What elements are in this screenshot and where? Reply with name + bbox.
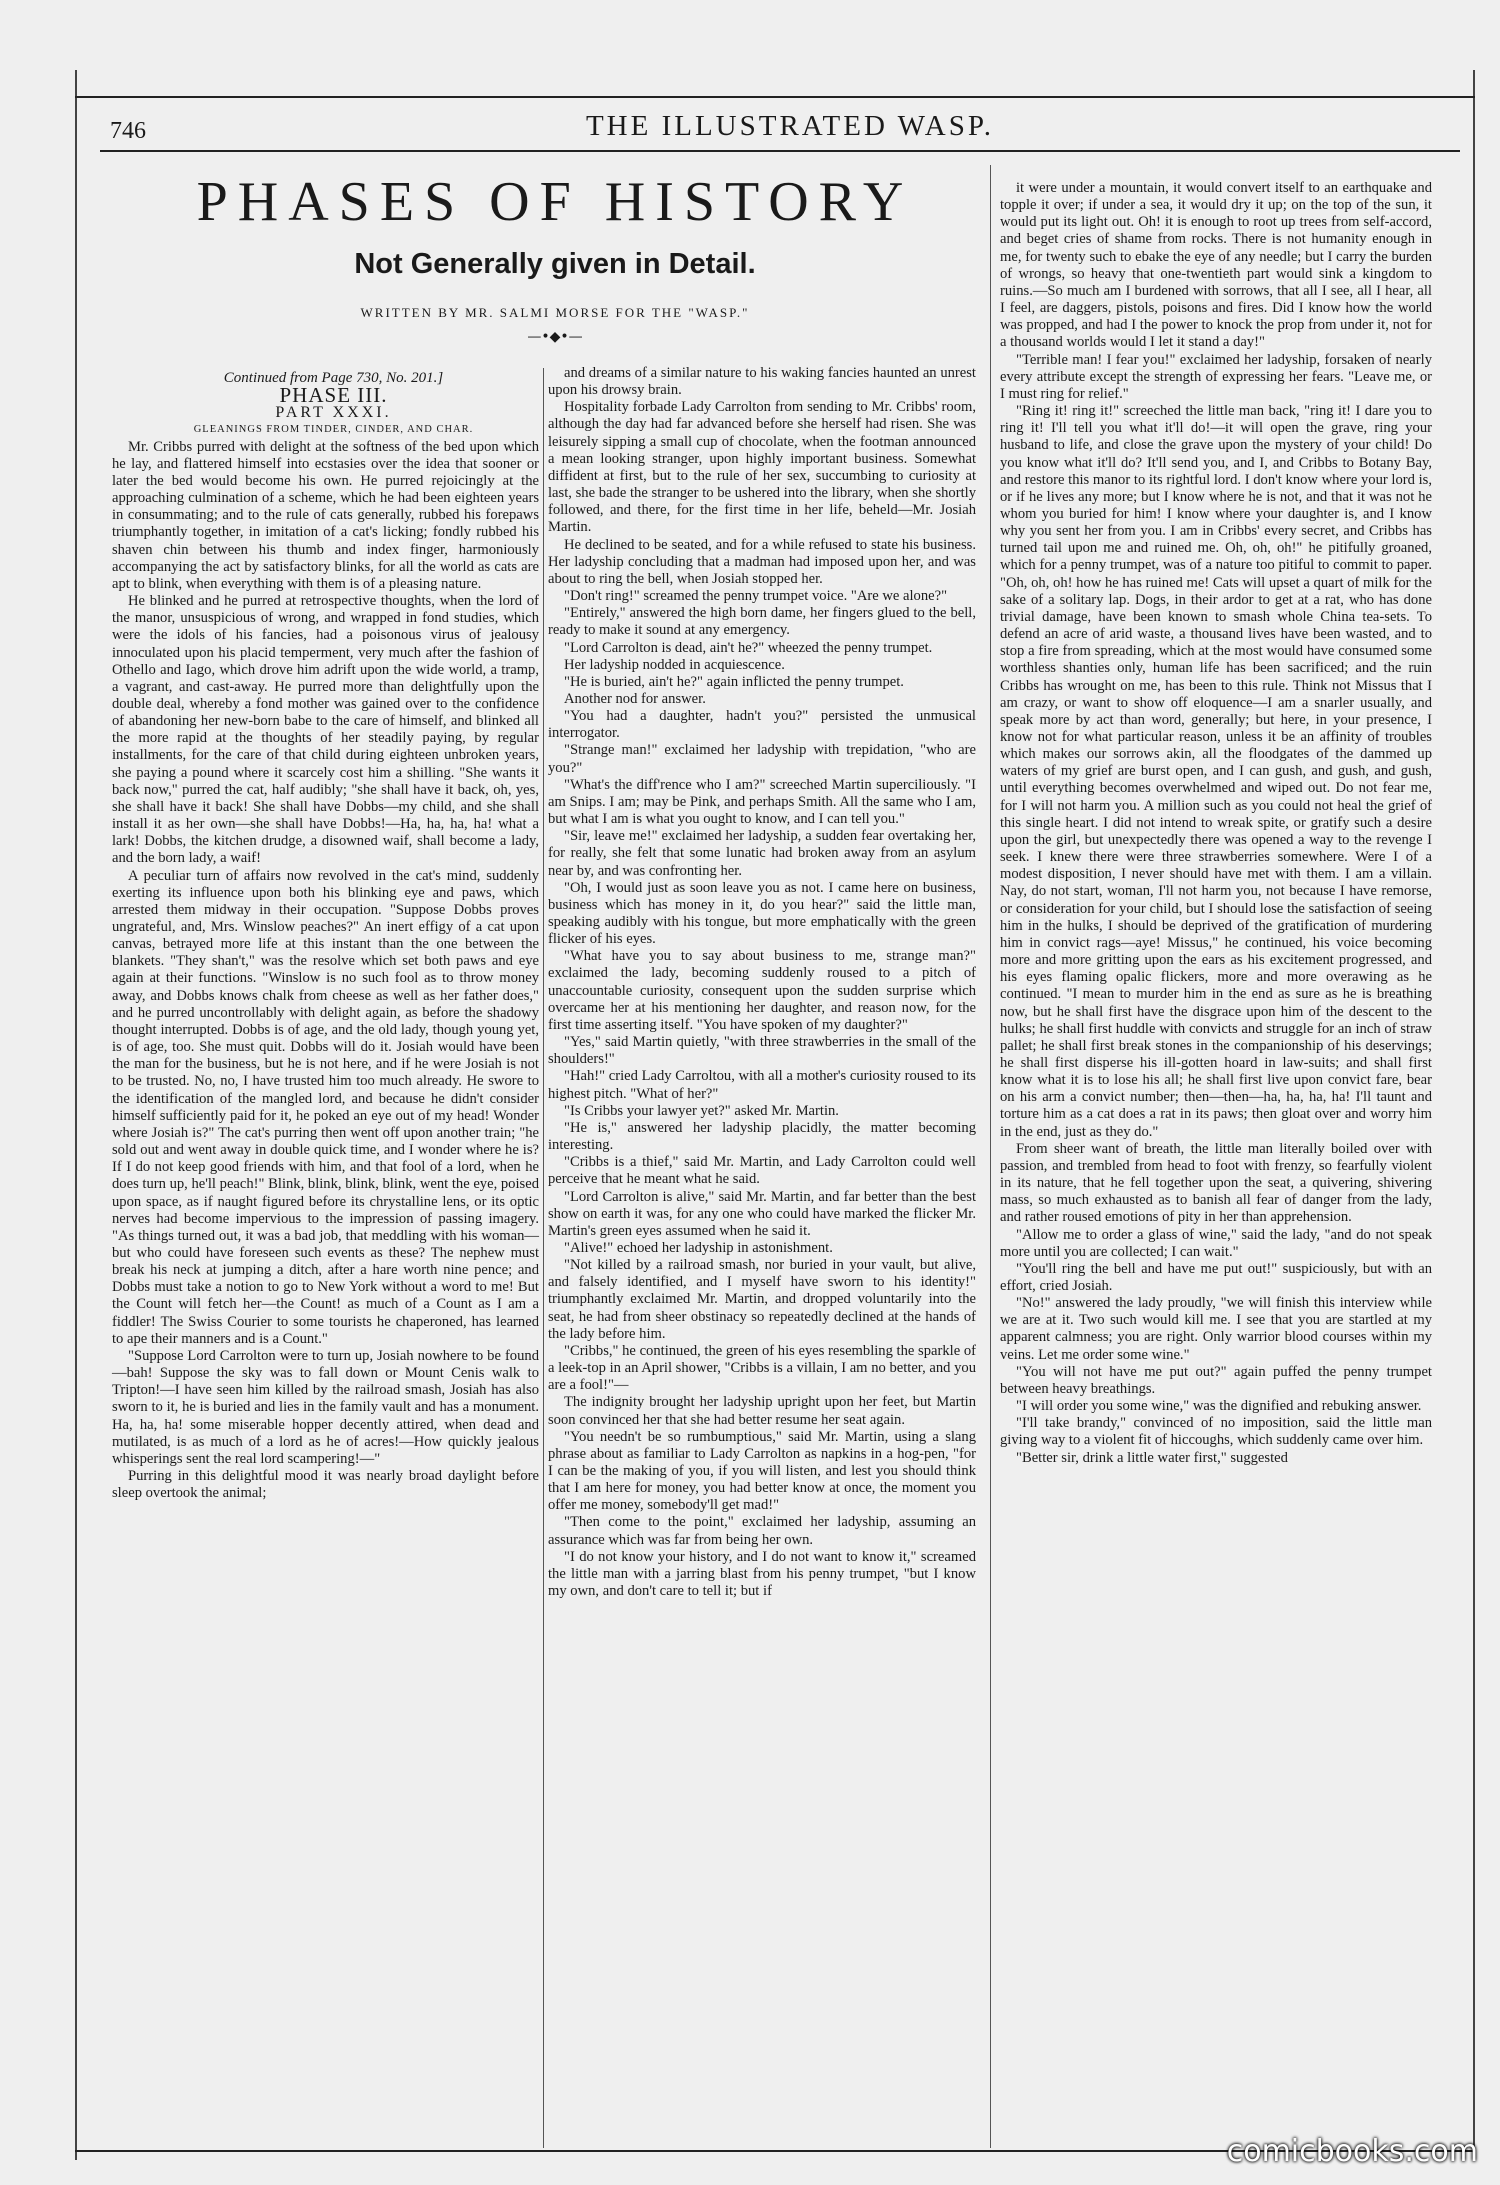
- paragraph: "He is," answered her ladyship placidly, the matter becoming interesting.: [548, 1119, 976, 1154]
- phase-heading: PHASE III.: [279, 383, 388, 408]
- watermark: comicbooks.com: [1226, 2134, 1478, 2169]
- paragraph: "Lord Carrolton is alive," said Mr. Martin, and far better than the best show on earth it was, for any one who could have marked the flicker Mr. Martin's green eyes assumed when he said it.: [548, 1188, 976, 1239]
- paragraph: "Not killed by a railroad smash, nor buried in your vault, but alive, and falsely identified, and I myself have sworn to his identity!" triumphantly exclaimed Mr. Martin, and dropped voluntarily into the seat, he had from sheer obstinacy so repeatedly declined at the hands of the lady before him.: [548, 1257, 976, 1342]
- paragraph: Her ladyship nodded in acquiescence.: [564, 656, 785, 673]
- masthead: THE ILLUSTRATED WASP.: [585, 110, 995, 142]
- paragraph: "Better sir, drink a little water first," suggested: [1016, 1449, 1288, 1466]
- paragraph: "Strange man!" exclaimed her ladyship with trepidation, "who are you?": [548, 742, 976, 776]
- paragraph: From sheer want of breath, the little man literally boiled over with passion, and trembled from head to foot with frenzy, so fearfully violent in its nature, that he fell together upon the seat, a quivering, shivering mass, so much exhausted as to banish all fear of danger from the lady, and rather roused emotions of pity in her than apprehension.: [1000, 1140, 1432, 1226]
- ornament: —•◆•—: [527, 329, 583, 345]
- page-number: 746: [110, 118, 146, 144]
- paragraph: Another nod for answer.: [564, 690, 706, 707]
- article-title: PHASES OF HISTORY: [196, 171, 914, 233]
- paragraph: "What have you to say about business to me, strange man?" exclaimed the lady, becoming suddenly roused to a pitch of unaccountable curiosity, consequent upon the sudden surprise which overcame her at his mentioning her daughter, and reason now, for the first time asserting itself. "You have spoken of my daughter?": [548, 948, 976, 1033]
- paragraph: "Suppose Lord Carrolton were to turn up, Josiah nowhere to be found—bah! Suppose the sky was to fall down or Mount Cenis walk to Tripton!—I have seen him killed by the railroad smash, Josiah has also sworn to it, he is buried and lies in the family vault and has a monument. Ha, ha, ha! some miserable hopper decently attired, when dead and mutilated, is as much of a lord as he of acres!—How quickly jealous whisperings sent the real lord scampering!—": [112, 1347, 539, 1467]
- paragraph: "No!" answered the lady proudly, "we will finish this interview while we are at it. Two such would kill me. I see that you are startled at my apparent calmness; you are right. Only warrior blood courses within my veins. Let me order some wine.": [1000, 1295, 1432, 1363]
- paragraph: Hospitality forbade Lady Carrolton from sending to Mr. Cribbs' room, although the day had far advanced before she herself had risen. She was leisurely sipping a small cup of chocolate, when the footman announced a mean looking stranger, upon highly important business. Somewhat diffident at first, but to the rule of her sex, succumbing to curiosity at last, she bade the stranger to be ushered into the library, when she shortly followed, and there, for the first time in her life, beheld—Mr. Josiah Martin.: [548, 399, 976, 536]
- paragraph: He blinked and he purred at retrospective thoughts, when the lord of the manor, unsuspicious of wrong, and wrapped in fond studies, which were the idols of his fancies, had a poisonous virus of jealousy innoculated upon his placid temperment, very much after the fashion of Othello and Iago, which drove him adrift upon the wide world, a tramp, a vagrant, and cast-away. He purred more than delightfully upon the double deal, whereby a fond mother was gained over to the confidence of abandoning her new-born babe to the care of himself, and blinked all the more rapid at the thoughts of her steadily paying, by regular installments, for the care of that child during eighteen unbroken years, she paying a pound where it scarcely cost him a shilling. "She wants it back now," purred the cat, half audibly; "she shall have it back, oh, yes, she shall have it back! She shall have Dobbs—my child, and she shall install it as her own—she shall have Dobbs!—Ha, ha, ha, ha! what a lark! Dobbs, the kitchen drudge, a disowned waif, shall become a lady, and the born lady, a waif!: [112, 593, 539, 867]
- paragraph: "Hah!" cried Lady Carroltou, with all a mother's curiosity roused to its highest pitch. "What of her?": [548, 1068, 976, 1102]
- paragraph: and dreams of a similar nature to his waking fancies haunted an unrest upon his drowsy brain.: [548, 365, 976, 399]
- paragraph: "Allow me to order a glass of wine," said the lady, "and do not speak more until you are collected; I can wait.": [1000, 1226, 1432, 1260]
- paragraph: "Sir, leave me!" exclaimed her ladyship, a sudden fear overtaking her, for really, she felt that some lunatic had broken away from an asylum near by, and was confronting her.: [548, 828, 976, 879]
- paragraph: "Then come to the point," exclaimed her ladyship, assuming an assurance which was far from being her own.: [548, 1514, 976, 1548]
- byline: WRITTEN BY MR. SALMI MORSE FOR THE "WASP.": [360, 305, 750, 320]
- paragraph: "You will not have me put out?" again puffed the penny trumpet between heavy breathings.: [1000, 1363, 1432, 1397]
- paragraph: "I will order you some wine," was the dignified and rebuking answer.: [1016, 1398, 1422, 1415]
- paragraph: it were under a mountain, it would convert itself to an earthquake and topple it over; if under a sea, it would dry it up; on the top of the sun, it would put its light out. Oh! it is enough to root up trees from self-accord, and beget cries of shame from rocks. There is not humanity enough in me, for twenty such to ebake the eye of any needle; but I carry the burden of wrongs, so heavy that one-twentieth part would sink a kingdom to ruins.—So much am I burdened with sorrows, that all I see, all I hear, all I feel, are daggers, pistols, poisons and fires. Did I know how the world was propped, and had I the power to knock the prop from under it, not for a thousand worlds would I let it stand a day!": [1000, 180, 1432, 351]
- column-divider-2: [990, 165, 991, 2148]
- paragraph: Purring in this delightful mood it was nearly broad daylight before sleep overtook the animal;: [112, 1468, 539, 1502]
- paragraph: "Yes," said Martin quietly, "with three strawberries in the small of the shoulders!": [548, 1034, 976, 1068]
- column-3-body: [1000, 180, 1432, 1467]
- paragraph: "You'll ring the bell and have me put out!" suspiciously, but with an effort, cried Josiah.: [1000, 1260, 1432, 1294]
- column-1-body: [112, 439, 539, 1503]
- paragraph: "I do not know your history, and I do not want to know it," screamed the little man with a jarring blast from his penny trumpet, "but I know my own, and don't care to tell it; but if: [548, 1548, 976, 1600]
- paragraph: "You needn't be so rumbumptious," said Mr. Martin, using a slang phrase about as familiar to Lady Carrolton as napkins in a hog-pen, "for I can be the making of you, if you will listen, and lest you should think that I am here for money, you had better know at once, the moment you offer me money, somebody'll get mad!": [548, 1428, 976, 1514]
- column-1: [112, 370, 539, 1502]
- paragraph: "Cribbs," he continued, the green of his eyes resembling the sparkle of a leek-top in an April shower, "Cribbs is a villain, I am no better, and you are a fool!"—: [548, 1342, 976, 1394]
- paragraph: "Terrible man! I fear you!" exclaimed her ladyship, forsaken of nearly every attribute except the strength of expressing her fears. "Leave me, or I must ring for relief.": [1000, 351, 1432, 402]
- part-heading: PART XXXI.: [275, 404, 392, 422]
- paragraph: Mr. Cribbs purred with delight at the softness of the bed upon which he lay, and flattered himself into ecstasies over the idea that sooner or later the bed would become his own. He purred rejoicingly at the approaching culmination of a scheme, which he had been eighteen years in consummating; and to the rule of cats generally, rubbed his forepaws triumphantly together, in imitation of a cat's licking; fondly rubbed his shaven chin between his thumb and index finger, harmoniously accompanying the act by satisfactory blinks, for all the world as cats are apt to blink, when everything with them is of a pleasing nature.: [112, 438, 539, 592]
- header-rule: [100, 150, 1460, 152]
- paragraph: "Ring it! ring it!" screeched the little man back, "ring it! I dare you to ring it! I'll tell you what it'll do!—it will open the grave, ring your husband to life, and close the grave upon the mystery of your child! Do you know what it'll do? It'll send you, and I, and Cribbs to Botany Bay, and restore this manor to its rightful lord. I don't know where your lord is, or if he lives any more; but I know where he is not, and that it was not he whom you buried for him! I know where your daughter is, and I know why you sent her from you. I am in Cribbs' every secret, and Cribbs has turned tail upon me and ruined me. Oh, oh, oh!" he pitifully groaned, which for a penny trumpet, was of a nature too pitiful to commit to paper. "Oh, oh, oh! how he has ruined me! Cats will upset a quart of milk for the sake of a solitary lap. Dogs, in their ardor to get at a rat, who has done trivial damage, have been known to smash whole China tea-sets. To defend an acre of arid waste, a thousand lives have been wasted, and to stop a fire from spreading, which at the most would have consumed some worthless shanties only, human life has been sacrificed; and the ruin Cribbs has wrought on me, has been to this rule. Think not Missus that I am crazy, or want to show off eloquence—I am a snarler usually, and speak more by act than word, generally; but here, in your presence, I know not for what particular reason, unless it be an affinity of troubles which makes our sorrows akin, all the floodgates of the dammed up waters of my grief are burst open, and I can gush, and gush, and gush, until everything becomes overwhelmed and wiped out. Do not fear me, for I will not harm you. A million such as you could not heal the grief of this single heart. I did not intend to wreak spite, or gratify such a desire upon the girl, but unexpectedly there was opened a way to the revenge I seek. I knew there were three strawberries somewhere. Were I of a modest disposition, I never should have met with them. I am a villain. Nay, do not start, woman, I'll not harm you, not because I have remorse, or consideration for your child, but I should lose the satisfaction of seeing him in the hulks, I should be deprived of the gratification of murdering him in convict rags—aye! Missus," he continued, his voice becoming more and more gritting upon the ears as his excitement progressed, and his eyes flaming opalic flickers, more and more overawing as he continued. "I mean to murder him in the end as sure as he is breathing now, but he shall first have the disgrace upon him of the descent to the hulks; he shall first huddle with convicts and struggle for an inch of straw pallet; he shall first break stones in the companionship of his deservings; he shall first disperse his ill-gotten hoard in law-suits; and shall first know what it is to lose his all; he shall first live upon convict fare, bear on his arm a convict number; then—then—ha, ha, ha, ha! I'll taunt and torture him as a cat does a rat in its paws; then gloat over and worry him in the end, just as they do.": [1000, 403, 1432, 1140]
- paragraph: "Don't ring!" screamed the penny trumpet voice. "Are we alone?": [564, 588, 948, 605]
- paragraph: "Lord Carrolton is dead, ain't he?" wheezed the penny trumpet.: [564, 639, 933, 656]
- paragraph: "Oh, I would just as soon leave you as not. I came here on business, business which has money in it, do you hear?" said the little man, speaking audibly with his tongue, but more emphatically with the green flicker of his eyes.: [548, 879, 976, 948]
- paragraph: "Cribbs is a thief," said Mr. Martin, and Lady Carrolton could well perceive that he meant what he said.: [548, 1154, 976, 1188]
- top-rule: [75, 96, 1475, 98]
- paragraph: "Entirely," answered the high born dame, her fingers glued to the bell, ready to make it sound at any emergency.: [548, 605, 976, 639]
- paragraph: "Alive!" echoed her ladyship in astonishment.: [564, 1239, 833, 1256]
- paragraph: "I'll take brandy," convinced of no imposition, said the little man giving way to a violent fit of hiccoughs, which suddenly came over him.: [1000, 1415, 1432, 1449]
- paragraph: "You had a daughter, hadn't you?" persisted the unmusical interrogator.: [548, 708, 976, 742]
- column-2: [548, 365, 976, 1600]
- paragraph: A peculiar turn of affairs now revolved in the cat's mind, suddenly exerting its influence upon both his blinking eye and paws, which arrested them midway in their occupation. "Suppose Dobbs proves ungrateful, and, Mrs. Winslow peaches?" An inert effigy of a cat upon canvas, betrayed more life at this instant than the one between the blankets. "They shan't," was the resolve which set both paws and eye again at their functions. "Winslow is no such fool as to throw money away, and Dobbs knows chalk from cheese as well as her father does," and he purred uncontrollably with delight again, as before the shadowy thought interrupted. Dobbs is of age, and the old lady, though young yet, is of age, too. She must quit. Dobbs will do it. Josiah would have been the man for the business, but he is not here, and if he were Josiah is not to be trusted. No, no, I have trusted him too much already. He swore to the identification of the mangled lord, and because he didn't consider himself sufficiently paid for it, he poked an eye out of my head! Wonder where Josiah is?" The cat's purring then went off upon another train; "he sold out and went away in double quick time, and I wonder where he is? If I do not keep good friends with him, and that fool of a lord, when he does turn up, he'll peach!" Blink, blink, blink, blink, went the eye, poised upon space, as if naught figured before its chrystalline lens, or its optic nerves had become impervious to the impression of passing imagery. "As things turned out, it was a bad job, that meddling with his woman—but who could have foreseen such events as these? The nephew must break his neck at jumping a ditch, after a hare worth nine pence; and Dobbs must take a notion to go to New York without a word to me! But the Count will fetch her—the Count! as much of a Count as I am a fiddler! The Swiss Courier to some tourists he chaperoned, has learned to ape their manners and is a Count.": [112, 867, 539, 1347]
- continued-note: Continued from Page 730, No. 201.]: [223, 370, 444, 386]
- paragraph: "He is buried, ain't he?" again inflicted the penny trumpet.: [564, 673, 904, 690]
- paragraph: "Is Cribbs your lawyer yet?" asked Mr. Martin.: [564, 1102, 839, 1119]
- column-2-body: [548, 365, 976, 1600]
- title-block: [130, 170, 980, 345]
- paragraph: He declined to be seated, and for a while refused to state his business. Her ladyship concluding that a madman had imposed upon her, and was about to ring the bell, when Josiah stopped her.: [548, 536, 976, 587]
- section-heading: GLEANINGS FROM TINDER, CINDER, AND CHAR.: [193, 424, 474, 436]
- column-divider-1: [543, 368, 544, 2148]
- article-subtitle: Not Generally given in Detail.: [354, 248, 756, 280]
- paragraph: The indignity brought her ladyship upright upon her feet, but Martin soon convinced her that she had better resume her seat again.: [548, 1394, 976, 1428]
- paragraph: "What's the diff'rence who I am?" screeched Martin superciliously. "I am Snips. I am; may be Pink, and perhaps Smith. All the same who I am, but what I am is what you ought to know, and I can tell you.": [548, 776, 976, 828]
- column-3: [1000, 180, 1432, 1467]
